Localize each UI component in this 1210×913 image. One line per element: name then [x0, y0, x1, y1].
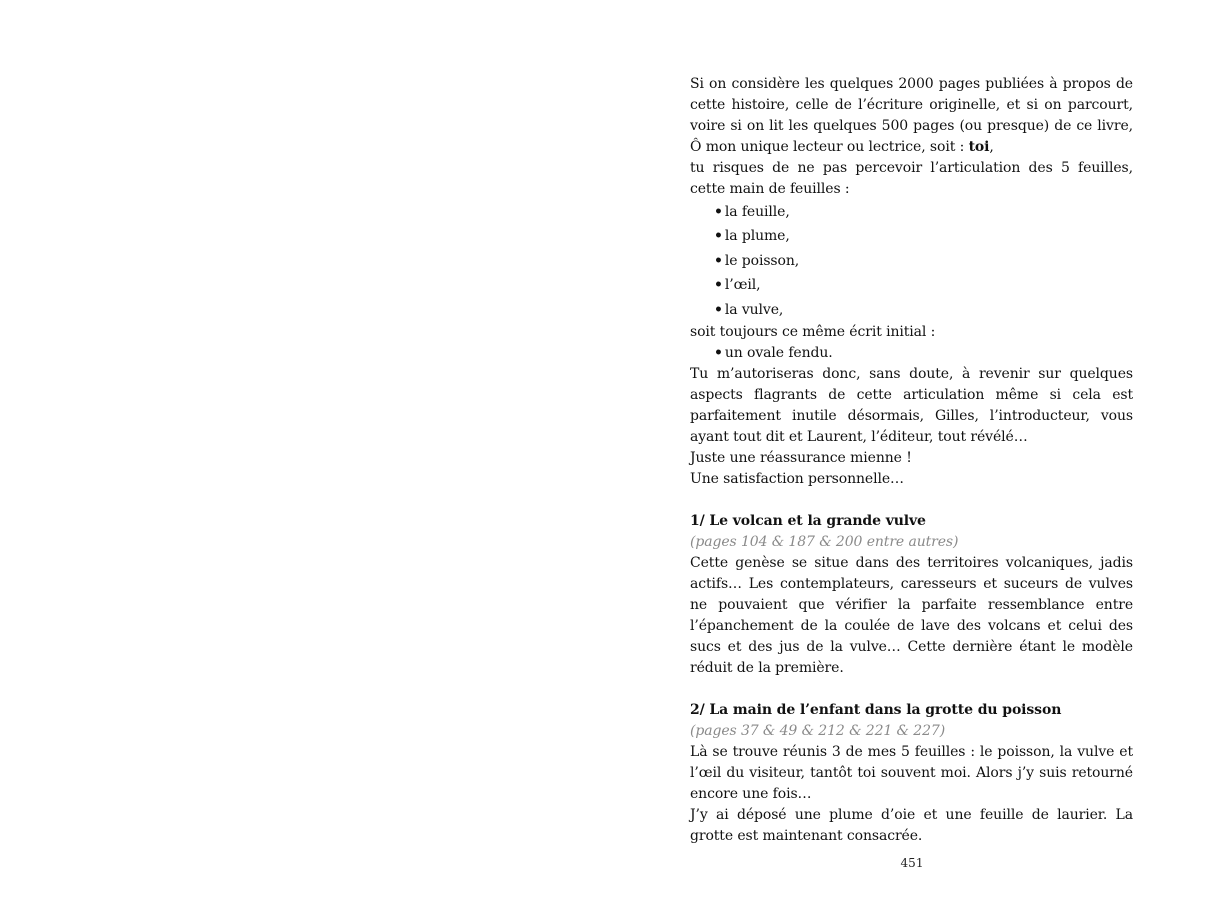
bullet-icon: •	[714, 204, 723, 220]
intro-text: Si on considère les quelques 2000 pages publiées à propos de cette histoire, celle de l’écriture originelle, et si on parcourt, voire si on lit les quelques 500 pages (ou presque) de ce livre, Ô mon unique lecteur ou lectrice, soit :	[690, 76, 1133, 155]
spacer	[690, 679, 1133, 700]
bullet-icon: •	[714, 228, 723, 245]
bullet-icon: •	[714, 252, 723, 269]
section-2-body-2: J’y ai déposé une plume d’oie et une feuille de laurier. La grotte est maintenant consacrée.	[690, 806, 1133, 844]
page-number: 451	[900, 856, 924, 870]
list-item	[714, 343, 1133, 364]
bullet-icon: •	[714, 344, 723, 361]
section-1-page-reference: (pages 104 & 187 & 200 entre autres)	[690, 533, 959, 550]
intro-paragraph-4: Tu m’autoriseras donc, sans doute, à revenir sur quelques aspects flagrants de cette articulation même si cela est parfaitement inutile désormais, Gilles, l’introducteur, vous ayant tout dit et Laurent, l’éditeur, tout révélé…	[690, 365, 1133, 445]
section-2-title: 2/ La main de l’enfant dans la grotte du poisson	[690, 701, 1062, 718]
intro-paragraph-5: Juste une réassurance mienne !	[690, 449, 912, 466]
book-page	[690, 74, 1133, 847]
intro-paragraph-2: tu risques de ne pas percevoir l’articulation des 5 feuilles, cette main de feuilles :	[690, 160, 1133, 197]
section-1-title: 1/ Le volcan et la grande vulve	[690, 512, 926, 529]
list-item	[714, 200, 1133, 224]
list-item	[714, 249, 1133, 273]
list-item	[714, 273, 1133, 297]
list-item-text: la plume,	[724, 228, 790, 245]
list-item-text: l’œil,	[724, 277, 761, 294]
leaves-list	[690, 200, 1133, 322]
list-item-text: le poisson,	[724, 252, 800, 269]
intro-punct: ,	[989, 139, 994, 155]
list-item	[714, 224, 1133, 248]
intro-paragraph-3: soit toujours ce même écrit initial :	[690, 323, 936, 340]
spacer	[690, 490, 1133, 511]
list-item	[714, 298, 1133, 322]
section-2-body-1: Là se trouve réunis 3 de mes 5 feuilles : le poisson, la vulve et l’œil du visiteur, tantôt toi souvent moi. Alors j’y suis retourné encore une fois…	[690, 743, 1133, 802]
list-item-text: un ovale fendu.	[724, 344, 833, 361]
intro-paragraph-1	[690, 74, 1133, 158]
intro-paragraph-6: Une satisfaction personnelle…	[690, 470, 904, 487]
bullet-icon: •	[714, 277, 723, 294]
bold-word: toi	[968, 139, 990, 155]
bullet-icon: •	[714, 301, 723, 318]
list-item-text: la vulve,	[724, 301, 784, 318]
list-item-text: la feuille,	[724, 204, 790, 220]
section-2-page-reference: (pages 37 & 49 & 212 & 221 & 227)	[690, 722, 946, 739]
section-1-body: Cette genèse se situe dans des territoires volcaniques, jadis actifs… Les contemplateurs, caresseurs et suceurs de vulves ne pouvaient que vérifier la parfaite ressemblance entre l’épanchement de la coulée de lave des volcans et celui des sucs et des jus de la vulve… Cette dernière étant le modèle réduit de la première.	[690, 554, 1133, 676]
oval-list	[690, 343, 1133, 364]
